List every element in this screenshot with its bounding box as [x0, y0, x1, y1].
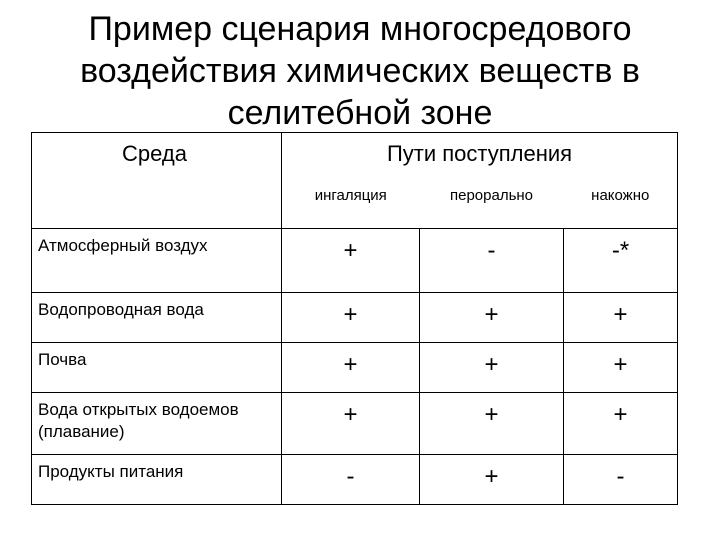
page-title: [20, 8, 700, 134]
table-row: [32, 229, 678, 293]
cell-value: +: [282, 343, 420, 393]
row-label: Вода открытых водоемов (плавание): [32, 393, 282, 455]
cell-value: -*: [564, 229, 678, 293]
title-line-1: Пример сценария многосредового: [88, 10, 632, 48]
cell-value: -: [420, 229, 564, 293]
header-route-oral: перорально: [420, 177, 564, 229]
table-row: [32, 293, 678, 343]
row-label: Почва: [32, 343, 282, 393]
title-line-2: воздействия химических веществ в: [80, 52, 640, 90]
row-label: Атмосферный воздух: [32, 229, 282, 293]
cell-value: -: [564, 455, 678, 505]
header-route-inhalation: ингаляция: [282, 177, 420, 229]
header-exposure-routes: Пути поступления: [282, 133, 678, 177]
exposure-table: [31, 132, 678, 505]
row-label: Водопроводная вода: [32, 293, 282, 343]
cell-value: +: [420, 393, 564, 455]
cell-value: +: [420, 455, 564, 505]
row-label: Продукты питания: [32, 455, 282, 505]
table-header-row: [32, 133, 678, 177]
cell-value: +: [420, 343, 564, 393]
cell-value: -: [282, 455, 420, 505]
title-line-3: селитебной зоне: [227, 94, 493, 132]
cell-value: +: [282, 229, 420, 293]
table-row: [32, 343, 678, 393]
cell-value: +: [564, 393, 678, 455]
cell-value: +: [564, 293, 678, 343]
cell-value: +: [282, 293, 420, 343]
table-row: [32, 393, 678, 455]
header-route-dermal: накожно: [564, 177, 678, 229]
table-row: [32, 455, 678, 505]
cell-value: +: [282, 393, 420, 455]
header-environment: Среда: [32, 133, 282, 229]
cell-value: +: [420, 293, 564, 343]
cell-value: +: [564, 343, 678, 393]
